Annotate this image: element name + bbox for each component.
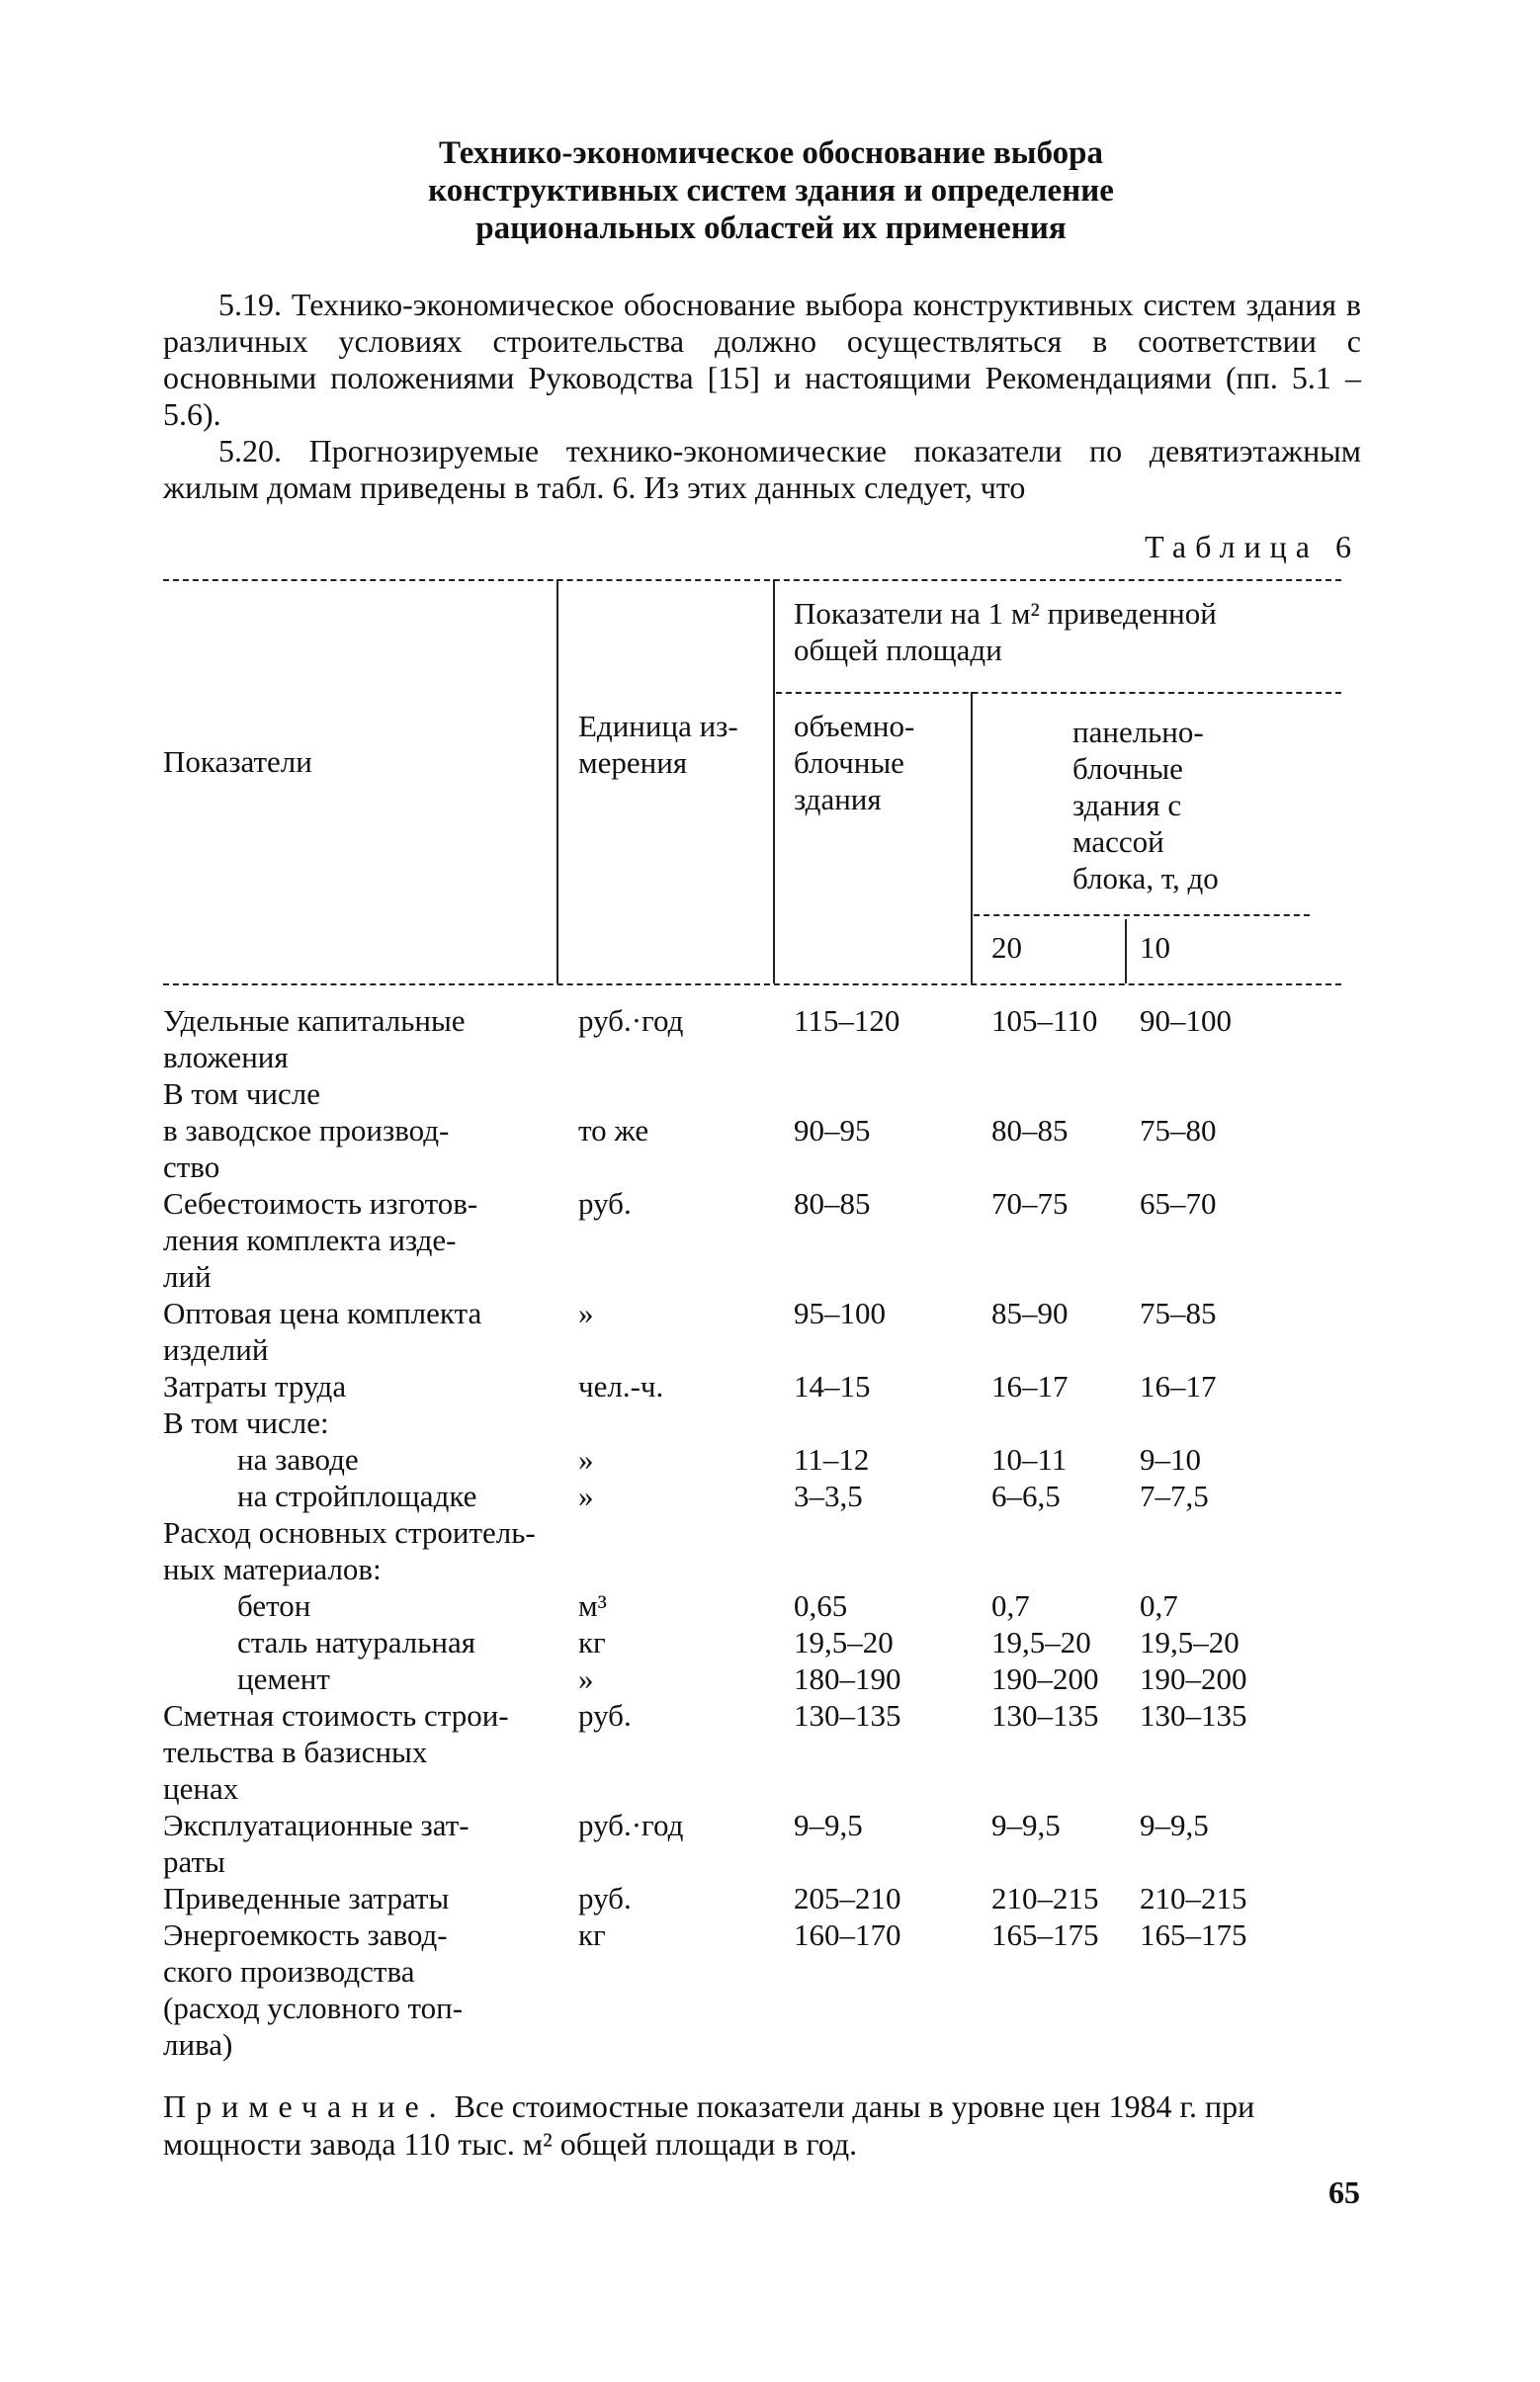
row-indicator: Оптовая цена комплекта изделий xyxy=(163,1296,482,1367)
row-value-volumetric: 115–120 xyxy=(794,1003,900,1038)
row-indicator: сталь натуральная xyxy=(237,1625,476,1659)
row-value-panel-10: 9–10 xyxy=(1140,1442,1201,1477)
row-unit: руб.·год xyxy=(578,1808,684,1842)
row-value-panel-10: 16–17 xyxy=(1140,1369,1217,1404)
note-text: Все стоимостные показатели даны в уровне цен 1984 г. при мощности завода 110 тыс. м² общей площади в год. xyxy=(163,2088,1255,2162)
divider-panel xyxy=(971,692,973,983)
row-unit: кг xyxy=(578,1625,606,1659)
title-line-2: конструктивных систем здания и определение xyxy=(428,173,1114,209)
row-value-volumetric: 180–190 xyxy=(794,1661,901,1696)
row-unit: кг xyxy=(578,1917,606,1952)
row-value-panel-20: 0,7 xyxy=(991,1588,1030,1623)
row-value-panel-10: 75–80 xyxy=(1140,1113,1217,1148)
row-indicator: Удельные капитальные вложения xyxy=(163,1003,466,1074)
row-unit: » xyxy=(578,1661,594,1696)
row-indicator: на стройплощадке xyxy=(237,1479,477,1513)
row-value-panel-20: 6–6,5 xyxy=(991,1479,1061,1513)
row-value-volumetric: 130–135 xyxy=(794,1698,901,1733)
row-unit: руб. xyxy=(578,1881,632,1915)
row-unit: » xyxy=(578,1296,594,1330)
header-sub-10: 10 xyxy=(1140,930,1170,965)
panel-header-rule xyxy=(974,914,1310,916)
row-unit: руб. xyxy=(578,1698,632,1733)
row-indicator: Эксплуатационные зат- раты xyxy=(163,1808,470,1879)
row-indicator: В том числе xyxy=(163,1076,321,1111)
row-indicator: в заводское производ- ство xyxy=(163,1113,450,1184)
row-unit: чел.-ч. xyxy=(578,1369,664,1404)
row-value-volumetric: 95–100 xyxy=(794,1296,886,1330)
table-caption: Таблица 6 xyxy=(1145,529,1360,564)
row-unit: то же xyxy=(578,1113,649,1148)
row-unit: руб.·год xyxy=(578,1003,684,1038)
row-indicator: Энергоемкость завод- ского производства (расход условного топ- лива) xyxy=(163,1917,464,2062)
row-value-panel-20: 19,5–20 xyxy=(991,1625,1091,1659)
row-value-panel-20: 165–175 xyxy=(991,1917,1099,1952)
title-line-1: Технико-экономическое обоснование выбора xyxy=(439,135,1103,171)
row-indicator: цемент xyxy=(237,1661,330,1696)
header-group: Показатели на 1 м² приведенной общей площади xyxy=(794,596,1217,667)
row-value-volumetric: 19,5–20 xyxy=(794,1625,894,1659)
row-value-panel-20: 10–11 xyxy=(991,1442,1068,1477)
page-number: 65 xyxy=(1328,2174,1360,2210)
divider-subcols xyxy=(1125,919,1127,983)
row-value-volumetric: 205–210 xyxy=(794,1881,901,1915)
header-sub-20: 20 xyxy=(991,930,1022,965)
row-value-volumetric: 11–12 xyxy=(794,1442,870,1477)
row-value-volumetric: 0,65 xyxy=(794,1588,848,1623)
table-note xyxy=(163,2087,1361,2163)
row-indicator: бетон xyxy=(237,1588,311,1623)
row-value-panel-10: 9–9,5 xyxy=(1140,1808,1209,1842)
header-panel: панельно- блочные здания с массой блока, т, до xyxy=(1072,715,1219,895)
row-value-panel-20: 9–9,5 xyxy=(991,1808,1061,1842)
row-indicator: Затраты труда xyxy=(163,1369,347,1404)
header-volumetric: объемно- блочные здания xyxy=(794,709,915,816)
row-value-panel-20: 130–135 xyxy=(991,1698,1099,1733)
note-label: Примечание. xyxy=(163,2088,447,2124)
paragraph-5-19: 5.19. Технико-экономическое обоснование выбора конструктивных систем здания в различных условиях строительства должно осуществляться в соответствии с основными положениями Руководства [15] и настоящими Рекомендациями (пп. 5.1 – 5.6). xyxy=(163,287,1361,432)
row-indicator: Сметная стоимость строи- тельства в базисных ценах xyxy=(163,1698,509,1806)
header-bottom-rule xyxy=(163,983,1341,985)
row-unit: руб. xyxy=(578,1186,632,1221)
row-unit: м³ xyxy=(578,1588,607,1623)
row-indicator: на заводе xyxy=(237,1442,359,1477)
divider-values xyxy=(773,579,775,983)
row-value-panel-20: 210–215 xyxy=(991,1881,1099,1915)
row-value-panel-10: 210–215 xyxy=(1140,1881,1247,1915)
header-unit: Единица из- мерения xyxy=(578,709,738,780)
row-value-panel-10: 7–7,5 xyxy=(1140,1479,1209,1513)
row-value-panel-10: 130–135 xyxy=(1140,1698,1247,1733)
row-value-volumetric: 3–3,5 xyxy=(794,1479,863,1513)
row-value-panel-10: 0,7 xyxy=(1140,1588,1178,1623)
header-indicator: Показатели xyxy=(163,744,312,779)
row-value-panel-20: 70–75 xyxy=(991,1186,1069,1221)
row-value-volumetric: 160–170 xyxy=(794,1917,901,1952)
row-value-panel-10: 90–100 xyxy=(1140,1003,1232,1038)
row-unit: » xyxy=(578,1479,594,1513)
row-value-volumetric: 80–85 xyxy=(794,1186,871,1221)
divider-unit xyxy=(556,579,558,983)
table-top-rule xyxy=(163,579,1341,581)
row-value-panel-10: 65–70 xyxy=(1140,1186,1217,1221)
row-indicator: Приведенные затраты xyxy=(163,1881,450,1915)
row-value-volumetric: 90–95 xyxy=(794,1113,871,1148)
row-value-volumetric: 14–15 xyxy=(794,1369,871,1404)
row-value-panel-20: 190–200 xyxy=(991,1661,1099,1696)
row-value-panel-10: 190–200 xyxy=(1140,1661,1247,1696)
section-title xyxy=(198,134,1344,247)
row-value-panel-10: 19,5–20 xyxy=(1140,1625,1240,1659)
row-value-panel-10: 75–85 xyxy=(1140,1296,1217,1330)
row-value-panel-20: 16–17 xyxy=(991,1369,1069,1404)
row-value-panel-20: 105–110 xyxy=(991,1003,1098,1038)
title-line-3: рациональных областей их применения xyxy=(475,211,1067,246)
group-header-rule xyxy=(776,692,1341,694)
row-value-volumetric: 9–9,5 xyxy=(794,1808,863,1842)
row-unit: » xyxy=(578,1442,594,1477)
row-value-panel-20: 80–85 xyxy=(991,1113,1069,1148)
row-indicator: Расход основных строитель- ных материалов: xyxy=(163,1515,536,1586)
row-indicator: В том числе: xyxy=(163,1405,329,1440)
row-indicator: Себестоимость изготов- ления комплекта изде- лий xyxy=(163,1186,478,1294)
paragraph-5-20: 5.20. Прогнозируемые технико-экономические показатели по девятиэтажным жилым домам приведены в табл. 6. Из этих данных следует, что xyxy=(163,433,1361,505)
row-value-panel-20: 85–90 xyxy=(991,1296,1069,1330)
row-value-panel-10: 165–175 xyxy=(1140,1917,1247,1952)
